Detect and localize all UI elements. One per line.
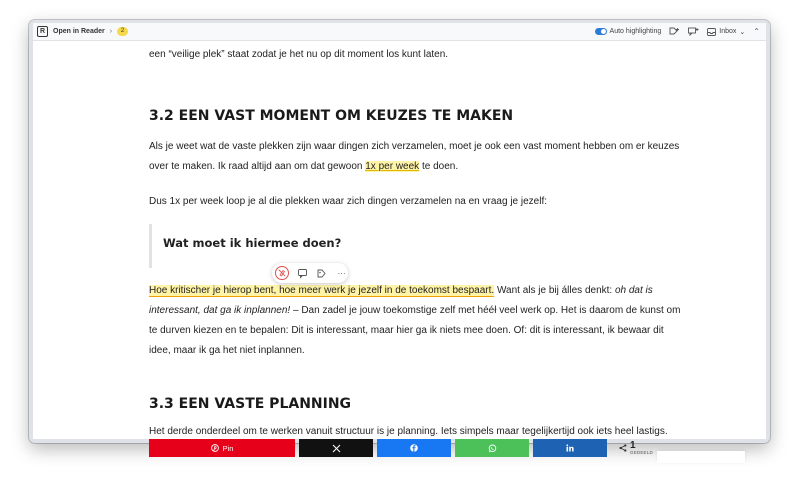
share-count: 1 <box>630 440 636 451</box>
tag-add-icon <box>669 27 680 36</box>
add-note-button[interactable] <box>296 267 309 280</box>
facebook-icon <box>410 444 418 452</box>
more-options-button[interactable] <box>335 267 348 280</box>
heading-3-3: 3.3 EEN VASTE PLANNING <box>149 396 352 412</box>
open-in-reader-button[interactable]: Open in Reader <box>53 28 105 35</box>
remove-highlight-button[interactable] <box>275 266 289 280</box>
whatsapp-icon <box>488 444 497 453</box>
pinterest-icon <box>211 444 219 452</box>
browser-window <box>29 20 770 455</box>
quote-text: Wat moet ik hiermee doen? <box>163 236 342 250</box>
comment-icon <box>298 269 307 278</box>
paragraph-1-line-1: Als je weet wat de vaste plekken zijn waar dingen zich verzamelen, moet je ook een vast moment hebben om er keuzes <box>149 141 680 152</box>
heading-3-2: 3.2 EEN VAST MOMENT OM KEUZES TE MAKEN <box>149 108 514 124</box>
note-add-button[interactable] <box>688 27 699 36</box>
reader-toolbar <box>33 23 766 41</box>
paragraph-3-line-2 <box>149 301 681 321</box>
highlight-popup <box>272 263 348 283</box>
highlighted-sentence[interactable]: Hoe kritischer je hierop bent, hoe meer werk je jezelf in de toekomst bespaart. <box>149 285 495 296</box>
paragraph-4: Het derde onderdeel om te werken vanuit structuur is je planning. Iets simpels maar tegelijkertijd ook iets heel lastigs. <box>149 426 668 437</box>
x-logo-icon <box>332 444 341 453</box>
highlighted-link[interactable]: 1x per week <box>365 161 420 172</box>
paragraph-1-line-2 <box>149 157 669 177</box>
inbox-dropdown[interactable] <box>707 28 745 36</box>
pinterest-share-button[interactable] <box>149 439 295 457</box>
paragraph-1-text: over te maken. Ik raad altijd aan om dat gewoon <box>149 161 366 172</box>
facebook-share-button[interactable] <box>377 439 451 457</box>
blockquote <box>149 224 341 268</box>
x-share-button[interactable] <box>299 439 373 457</box>
reader-logo-icon: R <box>37 26 48 37</box>
share-count-label: GEDEELD <box>630 450 653 455</box>
auto-highlighting-toggle[interactable] <box>595 28 662 35</box>
linkedin-icon <box>566 444 574 452</box>
highlight-count-badge[interactable]: 2 <box>117 27 128 36</box>
share-counter <box>619 439 653 457</box>
paragraph-3-text: Want als je bij álles denkt: <box>494 285 615 296</box>
social-share-bar <box>149 439 653 457</box>
paragraph-1-end: te doen. <box>419 161 459 172</box>
corner-overlay <box>657 451 745 463</box>
share-count-block <box>630 441 653 455</box>
page-content <box>33 41 766 455</box>
paragraph-3 <box>149 281 681 361</box>
add-tag-button[interactable] <box>316 267 329 280</box>
share-icon <box>619 444 627 452</box>
auto-highlighting-label: Auto highlighting <box>609 28 662 35</box>
paragraph-3-line-4: idee, maar ik ga het niet inplannen. <box>149 345 305 356</box>
more-icon: ··· <box>337 268 346 278</box>
paragraph-2: Dus 1x per week loop je al die plekken waar zich dingen verzamelen na en vraag je jezelf: <box>149 196 548 207</box>
collapse-button[interactable] <box>753 27 760 36</box>
paragraph-3-emphasis-2: interessant, dat ga ik inplannen! <box>149 305 291 316</box>
whatsapp-share-button[interactable] <box>455 439 529 457</box>
pin-label: Pin <box>222 443 234 453</box>
paragraph-1 <box>149 137 680 177</box>
paragraph-3-text-2: – Dan zadel je jouw toekomstige zelf met hééł veel werk op. Het is daarom de kunst om <box>290 305 681 316</box>
unhighlight-icon <box>278 269 286 277</box>
note-add-icon <box>688 27 699 36</box>
paragraph-3-emphasis-1: oh dat is <box>614 285 653 296</box>
chevron-down-icon: ⌄ <box>739 28 746 36</box>
toggle-switch-icon <box>595 28 607 35</box>
chevron-up-icon: ⌃ <box>753 27 760 36</box>
inbox-label: Inbox <box>719 28 737 35</box>
linkedin-share-button[interactable] <box>533 439 607 457</box>
inbox-icon <box>707 28 716 36</box>
tag-icon <box>317 269 326 278</box>
paragraph-3-line-1 <box>149 281 669 301</box>
paragraph-3-line-3: te durven kiezen en te bepalen: Dit is interessant, maar hier ga ik niets mee doen. Of: dit is interessant, ik bewaar dit <box>149 325 664 336</box>
tag-add-button[interactable] <box>669 27 680 36</box>
intro-paragraph: een “veilige plek” staat zodat je het nu op dit moment los kunt laten. <box>149 49 449 60</box>
chevron-right-icon: › <box>109 28 113 35</box>
